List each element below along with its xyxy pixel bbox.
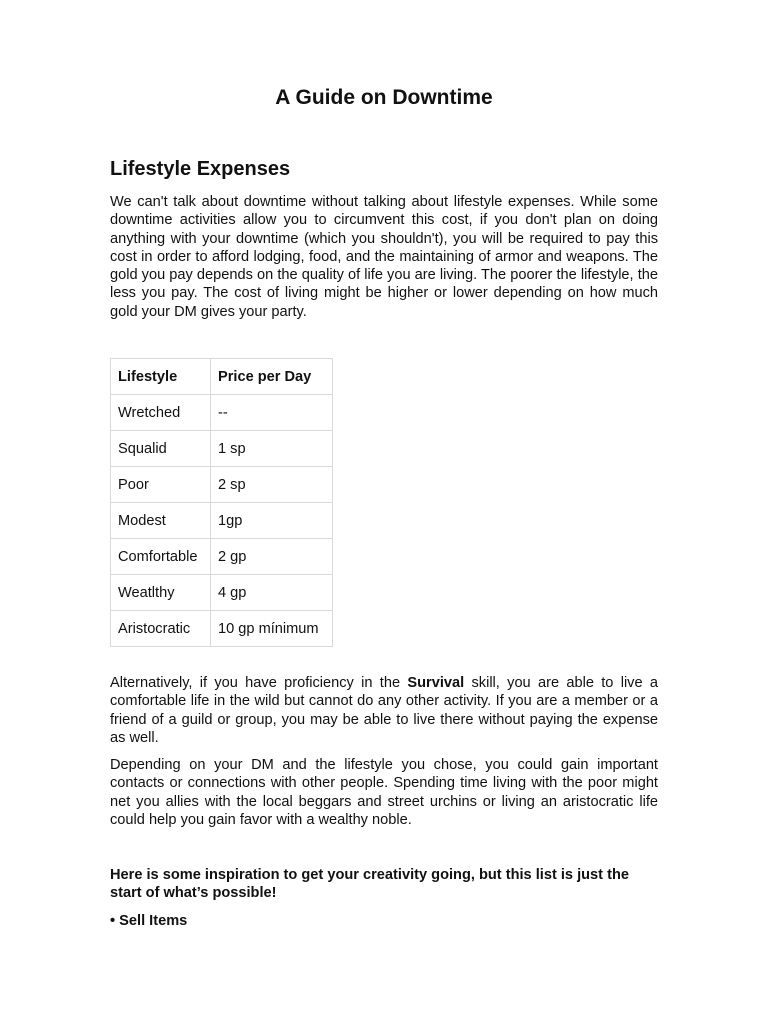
table-header-row — [111, 359, 333, 395]
table-row — [111, 431, 333, 467]
price-cell: 2 gp — [211, 539, 333, 575]
lifestyle-cell: Squalid — [111, 431, 211, 467]
lifestyle-table — [110, 358, 333, 647]
header-price: Price per Day — [211, 359, 333, 395]
lifestyle-cell: Modest — [111, 503, 211, 539]
survival-skill: Survival — [407, 675, 465, 691]
dm-paragraph: Depending on your DM and the lifestyle you chose, you could gain important contacts or connections with other people. Spending time living with the poor might net you allies with the local beggars and street urchins or living an aristocratic life could help you gain favor with a wealthy noble. — [110, 757, 658, 828]
lifestyle-cell: Wretched — [111, 395, 211, 431]
price-cell: 1gp — [211, 503, 333, 539]
table-row — [111, 539, 333, 575]
price-cell: 1 sp — [211, 431, 333, 467]
lifestyle-cell: Aristocratic — [111, 611, 211, 647]
table-row — [111, 467, 333, 503]
price-cell: -- — [211, 395, 333, 431]
lifestyle-cell: Comfortable — [111, 539, 211, 575]
table-row — [111, 503, 333, 539]
intro-paragraph: We can't talk about downtime without talking about lifestyle expenses. While some downtime activities allow you to circumvent this cost, if you don't plan on doing anything with your downtime (which you shouldn't), you will be required to pay this cost in order to afford lodging, food, and the maintaining of armor and weapons. The gold you pay depends on the quality of life you are living. The poorer the lifestyle, the less you pay. The cost of living might be higher or lower depending on how much gold your DM gives your party. — [110, 194, 658, 320]
price-cell: 4 gp — [211, 575, 333, 611]
alternative-paragraph — [110, 674, 658, 747]
table-row — [111, 611, 333, 647]
lifestyle-cell: Weatlthy — [111, 575, 211, 611]
section-heading: Lifestyle Expenses — [110, 158, 291, 180]
alt-text-after: skill, you are able to live a comfortable life in the wild but cannot do any other activity. If you are a member or a friend of a guild or group, you may be able to live there without paying the expense as well. — [110, 675, 659, 746]
table-row — [111, 575, 333, 611]
inspiration-heading: Here is some inspiration to get your creativity going, but this list is just the start of what’s possible! — [110, 867, 629, 902]
price-cell: 10 gp mínimum — [211, 611, 333, 647]
table-row — [111, 395, 333, 431]
page-title: A Guide on Downtime — [275, 86, 493, 109]
list-item: • Sell Items — [110, 913, 188, 929]
price-cell: 2 sp — [211, 467, 333, 503]
header-lifestyle: Lifestyle — [111, 359, 211, 395]
lifestyle-cell: Poor — [111, 467, 211, 503]
alt-text-before: Alternatively, if you have proficiency in the — [110, 675, 408, 691]
